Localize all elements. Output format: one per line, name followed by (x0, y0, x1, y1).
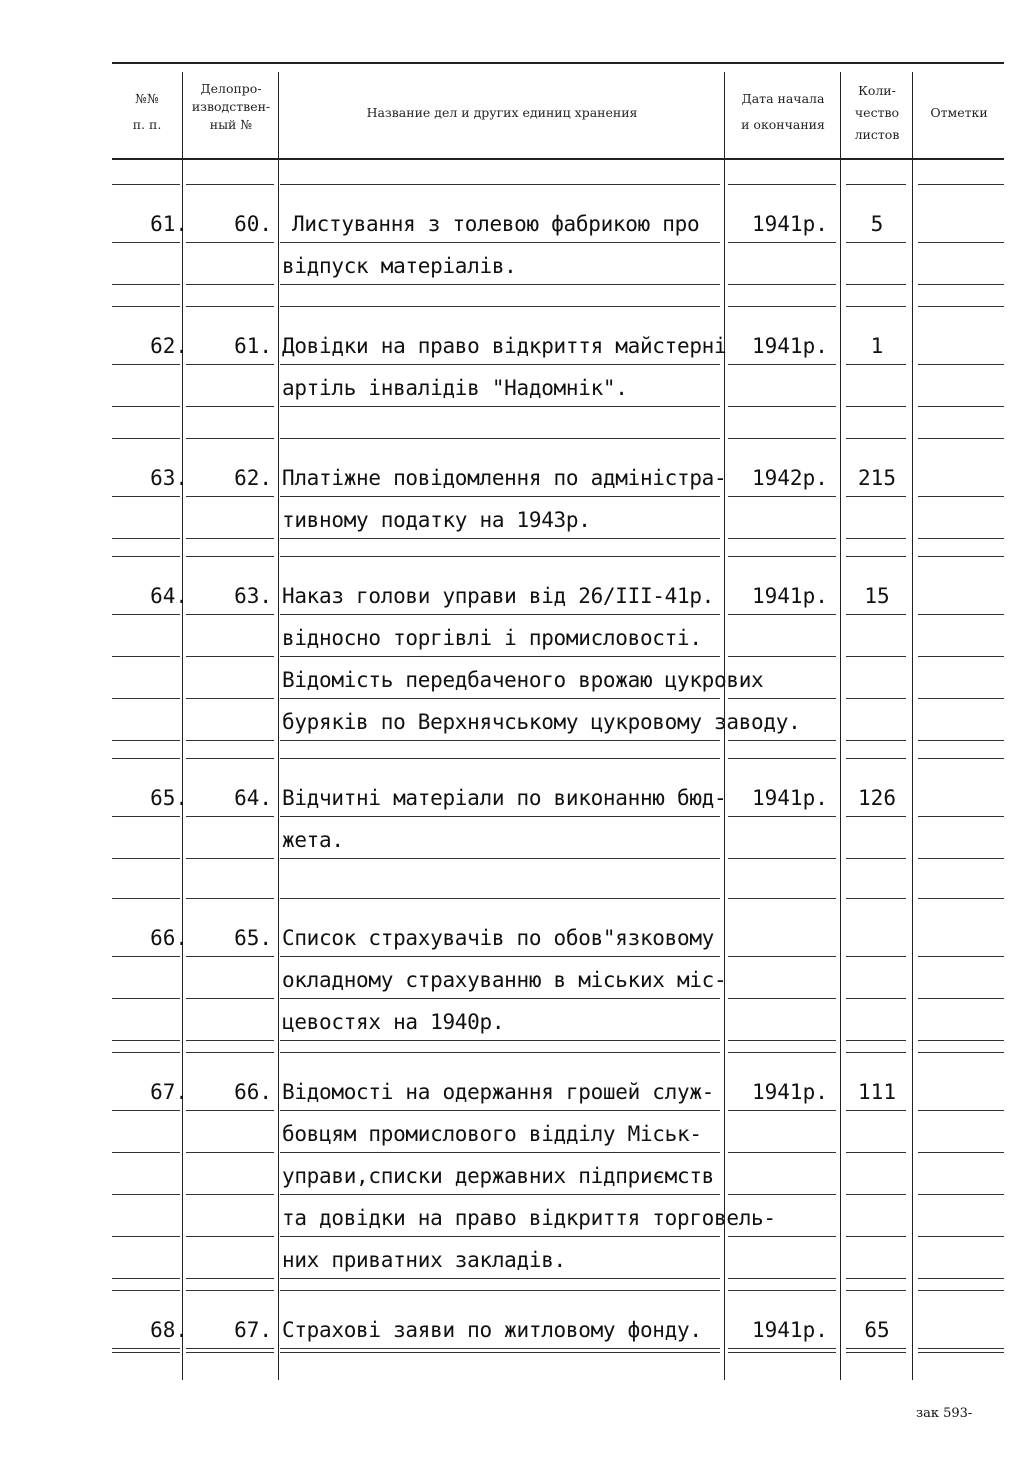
ruled-line (918, 956, 1004, 957)
header-bottom-rule (112, 158, 1004, 160)
ruled-line (112, 816, 180, 817)
ruled-line (846, 1194, 906, 1195)
ruled-line (846, 242, 906, 243)
ruled-line (846, 858, 906, 859)
ruled-line (728, 740, 836, 741)
ruled-line (112, 406, 180, 407)
header-col-date-line1: Дата начала (741, 91, 825, 106)
ruled-line (280, 740, 720, 741)
record-title-line: управи,списки державних підприємств (282, 1164, 715, 1188)
ruled-line (280, 1352, 720, 1353)
ruled-line (280, 656, 720, 657)
ruled-line (280, 1194, 720, 1195)
ruled-line (918, 284, 1004, 285)
sheet-count: 111 (858, 1080, 896, 1104)
sheet-count: 15 (864, 584, 890, 608)
ruled-line (728, 1236, 836, 1237)
ruled-line (112, 758, 180, 759)
ruled-line (918, 1110, 1004, 1111)
header-col-number-line2: п. п. (132, 117, 162, 132)
ruled-line (186, 740, 274, 741)
ruled-line (112, 956, 180, 957)
ruled-line (918, 758, 1004, 759)
ruled-line (112, 538, 180, 539)
record-title-line: них приватних закладів. (282, 1248, 566, 1272)
ruled-line (918, 306, 1004, 307)
ruled-line (186, 656, 274, 657)
header-top-rule (112, 62, 1004, 64)
header-col-notes: Отметки (930, 105, 988, 120)
ruled-line (112, 1278, 180, 1279)
ruled-line (846, 184, 906, 185)
ruled-line (112, 364, 180, 365)
ruled-line (846, 438, 906, 439)
office-number: 61. (234, 334, 272, 358)
office-number: 65. (234, 926, 272, 950)
header-col-office-line2: изводствен- (191, 99, 271, 114)
ruled-line (186, 556, 274, 557)
record-title-line: Платіжне повідомлення по адміністра- (282, 466, 727, 490)
ruled-line (280, 698, 720, 699)
ruled-line (280, 1236, 720, 1237)
ruled-line (918, 364, 1004, 365)
sheet-count: 1 (870, 334, 884, 358)
record-title-line: Відомість передбаченого врожаю цукрових (282, 668, 764, 692)
ruled-line (112, 1348, 180, 1349)
ruled-line (112, 1040, 180, 1041)
column-rule-5 (912, 72, 913, 1380)
record-date: 1941р. (752, 212, 828, 236)
ruled-line (846, 496, 906, 497)
ruled-line (728, 956, 836, 957)
ruled-line (112, 998, 180, 999)
ruled-line (186, 306, 274, 307)
ruled-line (112, 1236, 180, 1237)
ruled-line (918, 184, 1004, 185)
ruled-line (728, 1290, 836, 1291)
ruled-line (728, 858, 836, 859)
ruled-line (186, 284, 274, 285)
row-number: 63. (150, 466, 188, 490)
ruled-line (918, 740, 1004, 741)
ruled-line (186, 898, 274, 899)
ruled-line (728, 538, 836, 539)
row-number: 66. (150, 926, 188, 950)
ruled-line (728, 364, 836, 365)
header-col-office-line3: ный № (209, 117, 253, 132)
ruled-line (186, 698, 274, 699)
ruled-line (280, 758, 720, 759)
ruled-line (186, 1290, 274, 1291)
sheet-count: 215 (858, 466, 896, 490)
ruled-line (112, 306, 180, 307)
ruled-line (728, 698, 836, 699)
header-col-sheets-line1: Коли- (858, 83, 896, 98)
ruled-line (186, 1278, 274, 1279)
record-title-line: артіль інвалідів "Надомнік". (282, 376, 628, 400)
ruled-line (846, 406, 906, 407)
ruled-line (280, 898, 720, 899)
ruled-line (918, 998, 1004, 999)
ruled-line (918, 556, 1004, 557)
ruled-line (846, 998, 906, 999)
ruled-line (728, 1110, 836, 1111)
record-title-line: відпуск матеріалів. (282, 254, 517, 278)
ruled-line (280, 556, 720, 557)
ruled-line (186, 538, 274, 539)
header-col-date-line2: и окончания (741, 117, 825, 132)
record-date: 1942р. (752, 466, 828, 490)
ruled-line (846, 1040, 906, 1041)
ruled-line (846, 364, 906, 365)
ruled-line (846, 614, 906, 615)
header-col-sheets-line3: листов (854, 127, 900, 142)
ruled-line (186, 614, 274, 615)
header-col-office-line1: Делопро- (200, 81, 262, 96)
ruled-line (280, 406, 720, 407)
ruled-line (846, 1236, 906, 1237)
ruled-line (112, 614, 180, 615)
sheet-count: 126 (858, 786, 896, 810)
office-number: 64. (234, 786, 272, 810)
record-title-line: буряків по Верхнячському цукровому заводу. (282, 710, 801, 734)
ruled-line (280, 1152, 720, 1153)
ruled-line (186, 758, 274, 759)
office-number: 67. (234, 1318, 272, 1342)
ruled-line (186, 184, 274, 185)
ruled-line (846, 956, 906, 957)
column-rule-1 (182, 72, 183, 1380)
ruled-line (846, 1352, 906, 1353)
ruled-line (112, 284, 180, 285)
ruled-line (186, 438, 274, 439)
ruled-line (728, 1152, 836, 1153)
ruled-line (846, 1152, 906, 1153)
record-title-line: Список страхувачів по обов"язковому (282, 926, 715, 950)
ruled-line (918, 1152, 1004, 1153)
ruled-line (728, 1040, 836, 1041)
record-title-line: окладному страхуванню в міських міс- (282, 968, 727, 992)
ruled-line (846, 1348, 906, 1349)
record-title-line: жета. (282, 828, 344, 852)
ruled-line (918, 1040, 1004, 1041)
ruled-line (112, 1052, 180, 1053)
ruled-line (846, 740, 906, 741)
ruled-line (186, 956, 274, 957)
ruled-line (280, 1278, 720, 1279)
ruled-line (280, 306, 720, 307)
record-title-line: та довідки на право відкриття торговель- (282, 1206, 776, 1230)
ruled-line (846, 556, 906, 557)
ruled-line (918, 1052, 1004, 1053)
header-col-date (726, 90, 840, 134)
header-col-number-line1: №№ (135, 91, 159, 106)
ruled-line (112, 496, 180, 497)
ruled-line (112, 242, 180, 243)
ruled-line (846, 284, 906, 285)
record-date: 1941р. (752, 334, 828, 358)
ruled-line (112, 656, 180, 657)
ruled-line (280, 816, 720, 817)
ruled-line (728, 758, 836, 759)
ruled-line (280, 1052, 720, 1053)
ruled-line (918, 438, 1004, 439)
ruled-line (728, 406, 836, 407)
row-number: 64. (150, 584, 188, 608)
header-col-office-number (184, 80, 278, 134)
ruled-line (728, 1194, 836, 1195)
office-number: 66. (234, 1080, 272, 1104)
ruled-line (186, 816, 274, 817)
ruled-line (846, 1110, 906, 1111)
ruled-line (846, 758, 906, 759)
ruled-line (112, 438, 180, 439)
header-col-title: Название дел и других единиц хранения (366, 105, 638, 120)
ruled-line (918, 538, 1004, 539)
office-number: 62. (234, 466, 272, 490)
ruled-line (918, 496, 1004, 497)
ruled-line (846, 698, 906, 699)
ruled-line (186, 1110, 274, 1111)
ruled-line (186, 1152, 274, 1153)
ruled-line (112, 1194, 180, 1195)
office-number: 60. (234, 212, 272, 236)
ruled-line (846, 1290, 906, 1291)
ruled-line (728, 496, 836, 497)
ruled-line (280, 1040, 720, 1041)
ruled-line (846, 816, 906, 817)
ruled-line (918, 406, 1004, 407)
record-date: 1941р. (752, 1080, 828, 1104)
ruled-line (846, 538, 906, 539)
ruled-line (728, 614, 836, 615)
ruled-line (728, 656, 836, 657)
record-title-line: тивному податку на 1943р. (282, 508, 591, 532)
ruled-line (728, 816, 836, 817)
ruled-line (186, 858, 274, 859)
ruled-line (728, 184, 836, 185)
ruled-line (846, 1278, 906, 1279)
record-date: 1941р. (752, 786, 828, 810)
ruled-line (112, 740, 180, 741)
ruled-line (918, 656, 1004, 657)
ruled-line (918, 1348, 1004, 1349)
ruled-line (918, 816, 1004, 817)
ruled-line (846, 898, 906, 899)
ruled-line (280, 614, 720, 615)
ruled-line (918, 1194, 1004, 1195)
record-date: 1941р. (752, 1318, 828, 1342)
ruled-line (112, 1110, 180, 1111)
ruled-line (186, 998, 274, 999)
column-rule-4 (840, 72, 841, 1380)
row-number: 68. (150, 1318, 188, 1342)
ruled-line (280, 1348, 720, 1349)
office-number: 63. (234, 584, 272, 608)
ruled-line (728, 242, 836, 243)
header-col-sheets (842, 82, 912, 144)
row-number: 65. (150, 786, 188, 810)
record-title-line: відносно торгівлі і промисловості. (282, 626, 702, 650)
ruled-line (280, 496, 720, 497)
sheet-count: 5 (870, 212, 884, 236)
ruled-line (280, 1290, 720, 1291)
record-title-line: Відомості на одержання грошей служ- (282, 1080, 715, 1104)
sheet-count: 65 (864, 1318, 890, 1342)
ruled-line (728, 1278, 836, 1279)
ruled-line (918, 1352, 1004, 1353)
ruled-line (186, 1348, 274, 1349)
ruled-line (918, 1278, 1004, 1279)
record-title-line: Відчитні матеріали по виконанню бюд- (282, 786, 727, 810)
header-col-number (112, 90, 182, 134)
ruled-line (186, 364, 274, 365)
row-number: 62. (150, 334, 188, 358)
ruled-line (112, 1290, 180, 1291)
ruled-line (280, 956, 720, 957)
record-date: 1941р. (752, 584, 828, 608)
ruled-line (186, 496, 274, 497)
ruled-line (186, 1352, 274, 1353)
ruled-line (112, 898, 180, 899)
ruled-line (728, 1052, 836, 1053)
ruled-line (918, 1236, 1004, 1237)
ruled-line (186, 406, 274, 407)
record-title-line: цевостях на 1940р. (282, 1010, 505, 1034)
ruled-line (112, 1352, 180, 1353)
row-number: 67. (150, 1080, 188, 1104)
ruled-line (728, 306, 836, 307)
ruled-line (846, 656, 906, 657)
header-col-sheets-line2: чество (854, 105, 900, 120)
ruled-line (918, 698, 1004, 699)
ruled-line (728, 998, 836, 999)
ruled-line (280, 364, 720, 365)
print-order-note: зак 593- (916, 1406, 973, 1421)
ruled-line (112, 858, 180, 859)
ruled-line (186, 1194, 274, 1195)
ruled-line (918, 898, 1004, 899)
ruled-line (280, 184, 720, 185)
record-title-line: Листування з толевою фабрикою про (292, 212, 700, 236)
ruled-line (918, 1290, 1004, 1291)
ruled-line (918, 242, 1004, 243)
record-title-line: бовцям промислового відділу Міськ- (282, 1122, 702, 1146)
ruled-line (280, 438, 720, 439)
record-title-line: Наказ голови управи від 26/III-41р. (282, 584, 715, 608)
record-title-line: Страхові заяви по житловому фонду. (282, 1318, 702, 1342)
ruled-line (918, 614, 1004, 615)
ruled-line (728, 1348, 836, 1349)
ruled-line (186, 1040, 274, 1041)
ruled-line (112, 698, 180, 699)
ruled-line (728, 284, 836, 285)
ruled-line (280, 242, 720, 243)
ruled-line (846, 1052, 906, 1053)
record-title-line: Довідки на право відкриття майстерні (282, 334, 727, 358)
ruled-line (186, 1236, 274, 1237)
ruled-line (112, 184, 180, 185)
ruled-line (728, 556, 836, 557)
ruled-line (728, 898, 836, 899)
ruled-line (186, 1052, 274, 1053)
ruled-line (728, 438, 836, 439)
ruled-line (112, 1152, 180, 1153)
ruled-line (728, 1352, 836, 1353)
ruled-line (280, 538, 720, 539)
ruled-line (280, 1110, 720, 1111)
ruled-line (280, 858, 720, 859)
column-rule-2 (278, 72, 279, 1380)
ruled-line (112, 556, 180, 557)
ruled-line (280, 998, 720, 999)
row-number: 61. (150, 212, 188, 236)
ruled-line (846, 306, 906, 307)
ruled-line (918, 858, 1004, 859)
ruled-line (280, 284, 720, 285)
ruled-line (186, 242, 274, 243)
